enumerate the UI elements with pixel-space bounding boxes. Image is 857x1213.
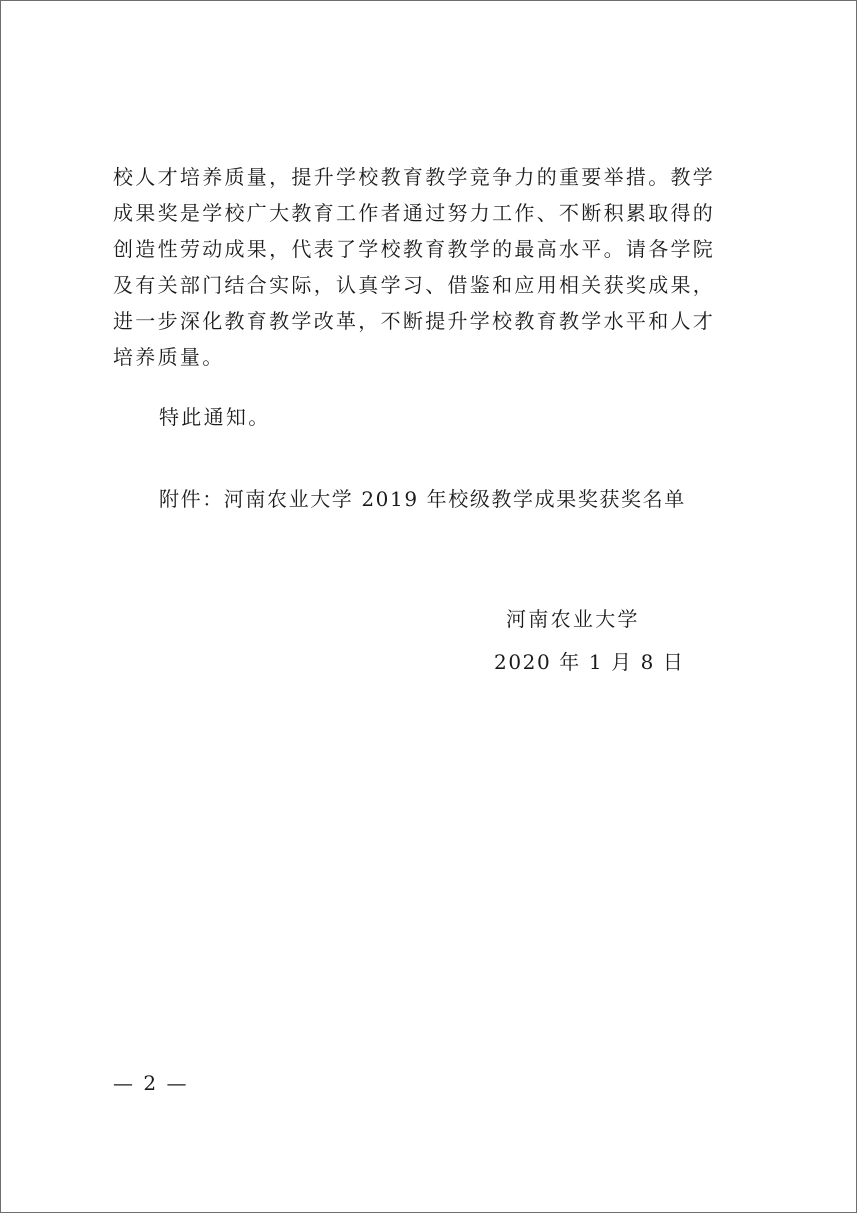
body-line: 成果奖是学校广大教育工作者通过努力工作、不断积累取得的 <box>113 201 716 225</box>
issue-date: 2020 年 1 月 8 日 <box>494 650 685 674</box>
body-line: 校人才培养质量，提升学校教育教学竞争力的重要举措。教学 <box>113 165 716 189</box>
body-paragraph <box>113 159 753 375</box>
page-number: — 2 — <box>113 1071 189 1095</box>
attachment-note: 附件：河南农业大学 2019 年校级教学成果奖获奖名单 <box>159 487 686 511</box>
body-line: 创造性劳动成果，代表了学校教育教学的最高水平。请各学院 <box>113 237 716 261</box>
body-line: 培养质量。 <box>113 345 225 369</box>
closing-statement: 特此通知。 <box>159 405 271 429</box>
issuer-signature: 河南农业大学 <box>506 607 640 631</box>
body-line: 及有关部门结合实际，认真学习、借鉴和应用相关获奖成果， <box>113 273 716 297</box>
body-line: 进一步深化教育教学改革，不断提升学校教育教学水平和人才 <box>113 309 716 333</box>
